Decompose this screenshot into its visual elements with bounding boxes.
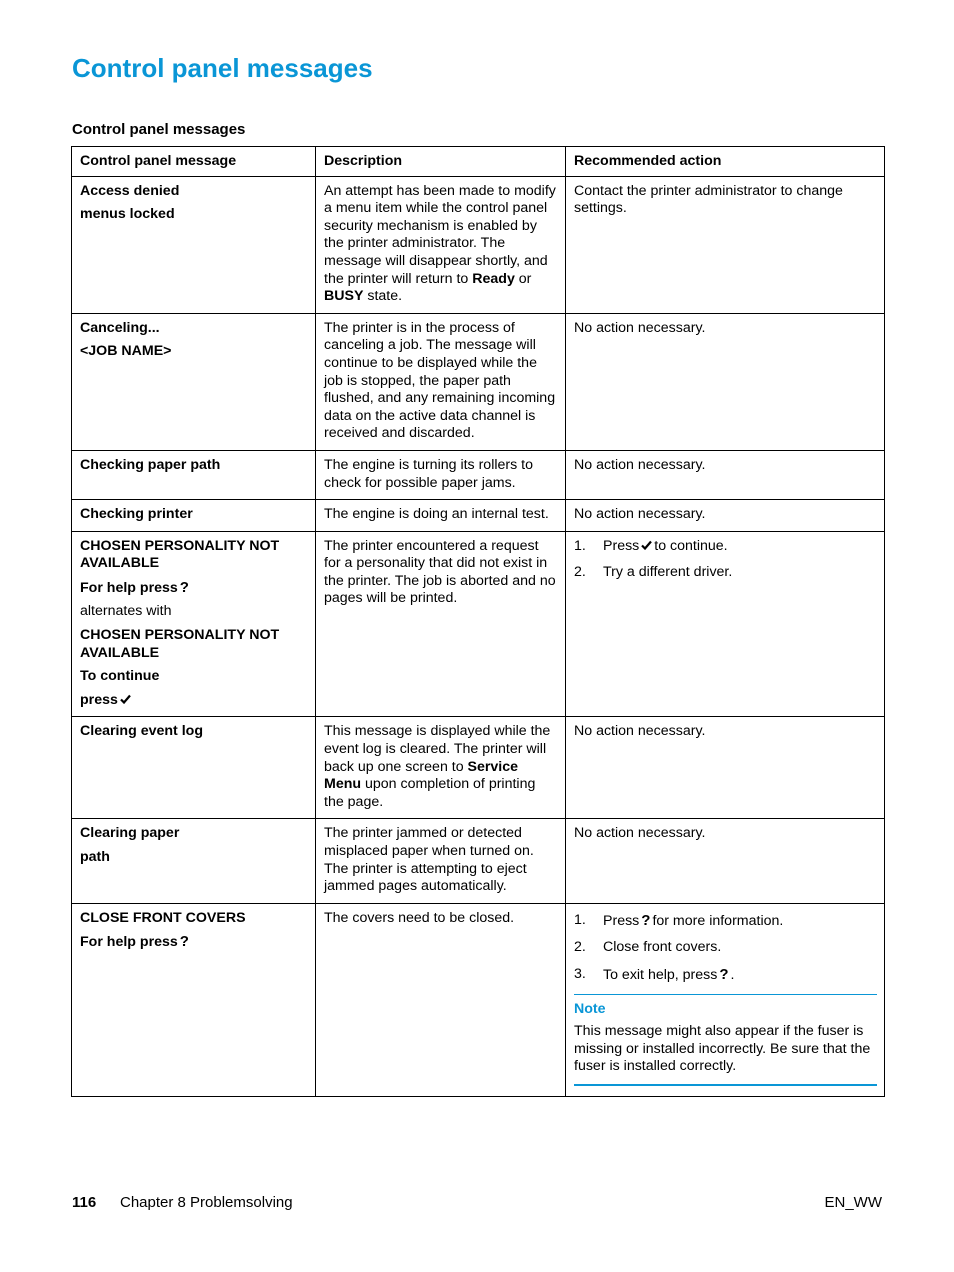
table-row (72, 313, 885, 450)
description-cell: The engine is turning its rollers to check for possible paper jams. (316, 450, 566, 499)
message-line (80, 579, 308, 598)
step-text: Press (603, 537, 640, 554)
message-line: path (80, 849, 110, 865)
table-caption: Control panel messages (72, 121, 246, 138)
step-text: Press (603, 912, 640, 929)
description-cell: The printer jammed or detected misplaced paper when turned on. The printer is attempting to eject jammed pages automatically. (316, 819, 566, 903)
message-line: CHOSEN PERSONALITY NOT AVAILABLE (80, 627, 280, 661)
message-cell (72, 903, 316, 1096)
header-description: Description (316, 147, 566, 177)
action-step (574, 538, 877, 556)
footer-chapter: Chapter 8 Problemsolving (120, 1194, 293, 1211)
message-cell (72, 313, 316, 450)
table-row (72, 500, 885, 532)
note-title: Note (574, 1000, 606, 1017)
table-row (72, 819, 885, 903)
action-cell (566, 903, 885, 1096)
step-number: 2. (574, 564, 586, 581)
message-line: To continue (80, 668, 160, 685)
footer-page-number: 116 (72, 1194, 97, 1211)
message-line: Checking printer (80, 506, 193, 523)
message-cell (72, 450, 316, 499)
action-cell: No action necessary. (566, 313, 885, 450)
message-line (80, 692, 308, 710)
message-line: <JOB NAME> (80, 343, 172, 360)
action-cell: No action necessary. (566, 819, 885, 903)
header-action: Recommended action (566, 147, 885, 177)
step-number: 1. (574, 911, 586, 928)
footer-language-code: EN_WW (824, 1194, 882, 1211)
step-text: for more information. (652, 912, 784, 929)
action-cell (566, 531, 885, 717)
message-line-text: press (80, 691, 118, 708)
description-cell: The covers need to be closed. (316, 903, 566, 1096)
action-steps (574, 538, 877, 582)
action-cell: No action necessary. (566, 450, 885, 499)
step-text: Close front covers. (603, 939, 722, 956)
description-text: upon completion of printing the page. (324, 776, 536, 810)
description-bold: Service Menu (324, 758, 519, 793)
message-line: Canceling... (80, 319, 160, 336)
description-cell: The printer encountered a request for a personality that did not exist in the printer. The job is aborted and no pages will be printed. (316, 531, 566, 717)
description-text: state. (363, 288, 403, 305)
step-number: 1. (574, 537, 586, 554)
message-line: CHOSEN PERSONALITY NOT AVAILABLE (80, 537, 280, 572)
step-text: To exit help, press (603, 966, 718, 983)
table-row (72, 903, 885, 1096)
page-title: Control panel messages (72, 53, 373, 83)
message-cell (72, 500, 316, 532)
message-line: Checking paper path (80, 456, 221, 473)
description-bold: BUSY (324, 288, 364, 305)
description-cell: The engine is doing an internal test. (316, 500, 566, 532)
header-message: Control panel message (72, 147, 316, 177)
checkmark-icon (641, 538, 652, 556)
message-line: menus locked (80, 206, 175, 223)
table-header-row (72, 147, 885, 177)
help-icon: ? (641, 911, 651, 929)
action-cell: Contact the printer administrator to change settings. (566, 176, 885, 313)
table-row (72, 176, 885, 313)
note-text: This message might also appear if the fuser is missing or installed incorrectly. Be sure that the fuser is installed correctly. (574, 1023, 871, 1075)
help-icon: ? (179, 578, 189, 596)
message-line: CLOSE FRONT COVERS (80, 909, 246, 926)
help-icon: ? (179, 933, 189, 951)
step-number: 2. (574, 939, 586, 956)
message-line-text: For help press (80, 934, 178, 951)
message-line: Access denied (80, 182, 180, 199)
message-line: Clearing event log (80, 723, 203, 740)
description-cell (316, 176, 566, 313)
action-steps (574, 912, 877, 985)
message-line-text: For help press (80, 579, 178, 596)
description-text: This message is displayed while the event log is cleared. The printer will back up one screen to (324, 723, 551, 775)
message-cell (72, 819, 316, 903)
step-text: Try a different driver. (603, 564, 733, 581)
checkmark-icon (120, 692, 131, 710)
step-number: 3. (574, 965, 586, 982)
description-text: or (514, 270, 532, 287)
message-line: alternates with (80, 603, 172, 620)
action-step (574, 564, 877, 582)
message-line: Clearing paper (80, 825, 180, 842)
action-cell: No action necessary. (566, 717, 885, 819)
table-row (72, 450, 885, 499)
description-text: An attempt has been made to modify a menu item while the control panel security mechanism is enabled by the printer administrator. The message will disappear shortly, and the printer will return to (324, 182, 556, 287)
table-row (72, 717, 885, 819)
message-cell (72, 531, 316, 717)
help-icon: ? (719, 965, 729, 983)
message-cell (72, 717, 316, 819)
step-text: . (730, 966, 735, 983)
message-line (80, 933, 308, 952)
messages-table (71, 146, 885, 1097)
table-row (72, 531, 885, 717)
description-cell: The printer is in the process of canceling a job. The message will continue to be displayed while the job is stopped, the paper path flushed, and any remaining incoming data on the active data channel is received and discarded. (316, 313, 566, 450)
description-cell (316, 717, 566, 819)
action-step (574, 939, 877, 957)
action-cell: No action necessary. (566, 500, 885, 532)
description-bold: Ready (472, 270, 515, 287)
message-cell (72, 176, 316, 313)
step-text: to continue. (654, 537, 728, 554)
action-step (574, 912, 877, 931)
action-step (574, 966, 877, 985)
note-box (574, 994, 877, 1086)
